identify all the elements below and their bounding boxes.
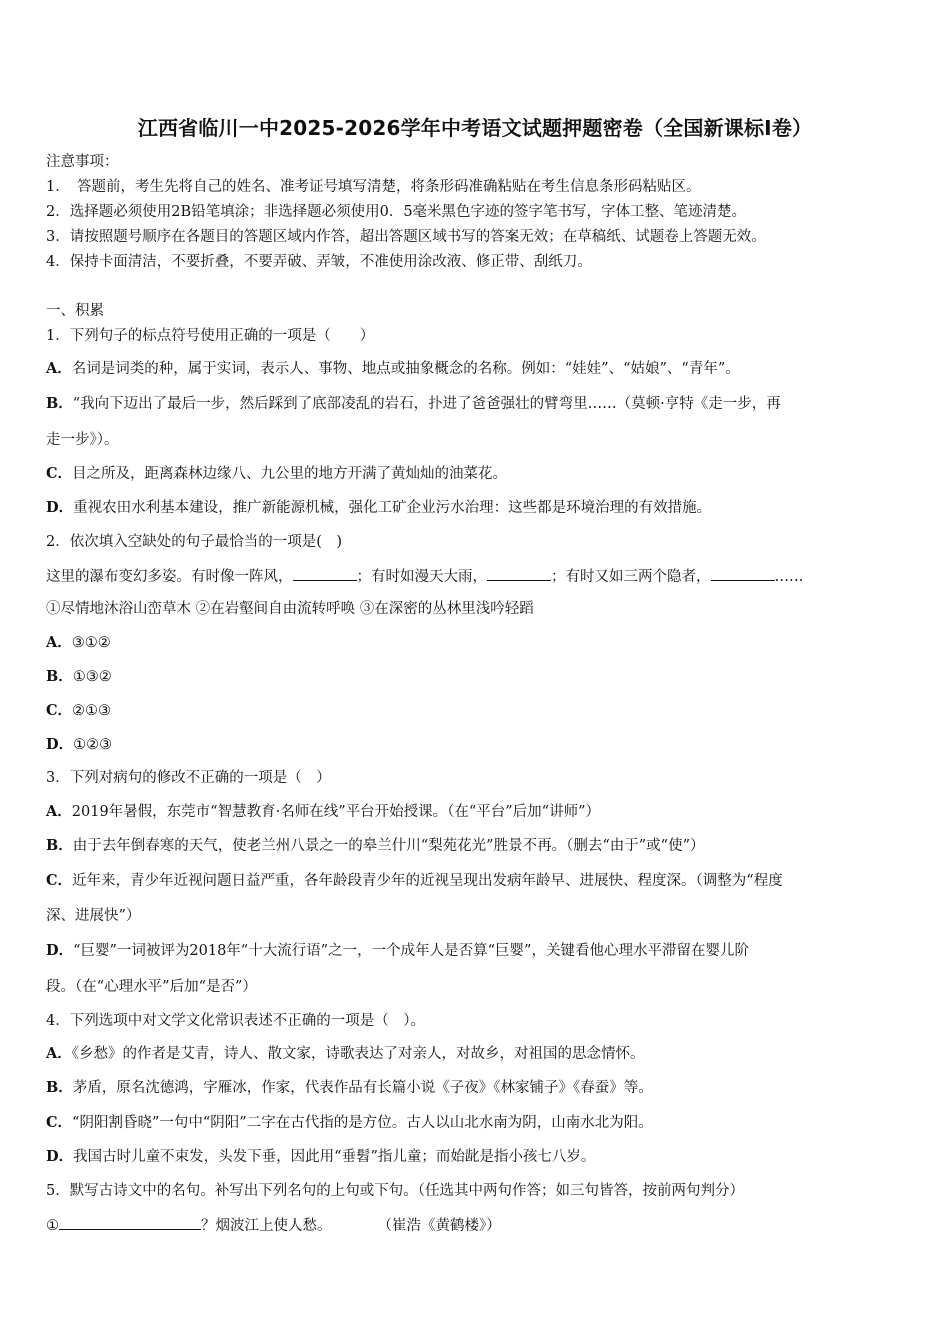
option-text: ③①② <box>71 635 111 651</box>
passage-text: ；有时如漫天大雨， <box>356 569 487 585</box>
item-source: （崔浩《黄鹤楼》） <box>377 1218 501 1234</box>
q3-option-d <box>46 941 749 961</box>
option-label: B． <box>46 395 73 412</box>
option-label: A． <box>46 634 72 651</box>
page-title: 江西省临川一中2025-2026学年中考语文试题押题密卷（全国新课标Ⅰ卷） <box>137 116 813 140</box>
notice-item-3: 3．请按照题号顺序在各题目的答题区域内作答，超出答题区域书写的答案无效；在草稿纸、试题卷上答题无效。 <box>46 229 766 245</box>
option-label: C． <box>46 465 73 482</box>
q2-options-line: ①尽情地沐浴山峦草木 ②在岩壑间自由流转呼唤 ③在深密的丛林里浅吟轻蹈 <box>46 601 534 617</box>
option-label: D． <box>46 736 74 753</box>
q2-passage <box>46 566 804 587</box>
notice-heading: 注意事项： <box>46 154 119 170</box>
option-text: 我国古时儿童不束发，头发下垂，因此用“垂髫”指儿童；而始龀是指小孩七八岁。 <box>73 1149 596 1165</box>
q1-stem: 1．下列句子的标点符号使用正确的一项是（ ） <box>46 328 375 344</box>
option-label: B． <box>46 668 73 685</box>
option-text: 名词是词类的种，属于实词，表示人、事物、地点或抽象概念的名称。例如：“娃娃”、“姑娘”、“青年”。 <box>71 361 740 377</box>
q3-option-c-cont: 深、进展快”） <box>46 908 141 924</box>
option-label: B． <box>46 1079 73 1096</box>
q2-option-b <box>46 667 112 687</box>
q4-option-a <box>46 1044 645 1064</box>
fill-blank[interactable] <box>711 566 775 581</box>
option-text: ②①③ <box>72 703 112 719</box>
option-text: 《乡愁》的作者是艾青，诗人、散文家，诗歌表达了对亲人，对故乡，对祖国的思念情怀。 <box>71 1046 645 1062</box>
q3-option-d-cont: 段。（在“心理水平”后加“是否”） <box>46 979 257 995</box>
fill-blank[interactable] <box>293 566 357 581</box>
option-label: A． <box>46 1045 72 1062</box>
q1-option-b-cont: 走一步》）。 <box>46 432 119 448</box>
q5-item-1 <box>46 1215 501 1236</box>
q5-stem: 5．默写古诗文中的名句。补写出下列名句的上句或下句。（任选其中两句作答；如三句皆答，按前两句判分） <box>46 1183 744 1199</box>
q3-option-b <box>46 836 705 856</box>
option-text: ①③② <box>72 669 112 685</box>
option-label: C． <box>46 702 73 719</box>
passage-text: …… <box>774 569 804 585</box>
option-label: C． <box>46 1114 73 1131</box>
option-label: D． <box>46 942 74 959</box>
q1-option-b <box>46 394 781 414</box>
option-text: 重视农田水利基本建设，推广新能源机械，强化工矿企业污水治理：这些都是环境治理的有效措施。 <box>73 500 712 516</box>
option-text: “巨婴”一词被评为2018年“十大流行语”之一，一个成年人是否算“巨婴”，关键看他心理水平滞留在婴儿阶 <box>73 943 749 959</box>
option-text: “我向下迈出了最后一步，然后踩到了底部凌乱的岩石，扑进了爸爸强壮的臂弯里……（莫顿·亨特《走一步，再 <box>72 396 781 412</box>
section-heading: 一、积累 <box>46 303 104 319</box>
item-number: ① <box>46 1218 59 1234</box>
notice-item-2: 2．选择题必须使用2B铅笔填涂；非选择题必须使用0．5毫米黑色字迹的签字笔书写，字体工整、笔迹清楚。 <box>46 204 747 220</box>
option-text: “阴阳割昏晓”一句中“阴阳”二字在古代指的是方位。古人以山北水南为阴，山南水北为阳。 <box>72 1115 653 1131</box>
q2-option-a <box>46 633 111 653</box>
option-text: 近年来，青少年近视问题日益严重，各年龄段青少年的近视呈现出发病年龄早、进展快、程度深。（调整为“程度 <box>72 873 783 889</box>
option-label: B． <box>46 837 73 854</box>
option-label: D． <box>46 1148 74 1165</box>
option-text: 目之所及，距离森林边缘八、九公里的地方开满了黄灿灿的油菜花。 <box>72 466 508 482</box>
q2-option-c <box>46 701 111 721</box>
option-text: ①②③ <box>73 737 113 753</box>
q1-option-a <box>46 359 740 379</box>
q2-option-d <box>46 735 112 755</box>
fill-blank[interactable] <box>59 1215 201 1230</box>
passage-text: 这里的瀑布变幻多姿。有时像一阵风， <box>46 569 293 585</box>
option-label: A． <box>46 360 72 377</box>
q3-option-a <box>46 802 600 822</box>
q3-stem: 3．下列对病句的修改不正确的一项是（ ） <box>46 770 331 786</box>
q1-option-c <box>46 464 507 484</box>
q4-option-c <box>46 1113 653 1133</box>
q1-option-d <box>46 498 711 518</box>
q4-stem: 4．下列选项中对文学文化常识表述不正确的一项是（ ）。 <box>46 1013 425 1029</box>
notice-item-1: 1． 答题前，考生先将自己的姓名、准考证号填写清楚，将条形码准确粘贴在考生信息条形码粘贴区。 <box>46 179 701 195</box>
q2-stem: 2．依次填入空缺处的句子最恰当的一项是( ) <box>46 534 343 550</box>
q4-option-d <box>46 1147 595 1167</box>
item-text: ？烟波江上使人愁。 <box>201 1218 332 1234</box>
option-text: 2019年暑假，东莞市“智慧教育·名师在线”平台开始授课。（在“平台”后加“讲师”） <box>71 804 601 820</box>
notice-item-4: 4．保持卡面清洁，不要折叠，不要弄破、弄皱，不准使用涂改液、修正带、刮纸刀。 <box>46 254 592 270</box>
option-label: C． <box>46 872 73 889</box>
fill-blank[interactable] <box>487 566 551 581</box>
q3-option-c <box>46 871 783 891</box>
option-text: 茅盾，原名沈德鸿，字雁冰，作家，代表作品有长篇小说《子夜》《林家铺子》《春蚕》等。 <box>72 1080 653 1096</box>
passage-text: ；有时又如三两个隐者， <box>551 569 711 585</box>
option-text: 由于去年倒春寒的天气，使老兰州八景之一的皋兰什川“梨苑花光”胜景不再。（删去“由于”或“使”） <box>72 838 705 854</box>
option-label: A． <box>46 803 72 820</box>
option-label: D． <box>46 499 74 516</box>
q4-option-b <box>46 1078 653 1098</box>
